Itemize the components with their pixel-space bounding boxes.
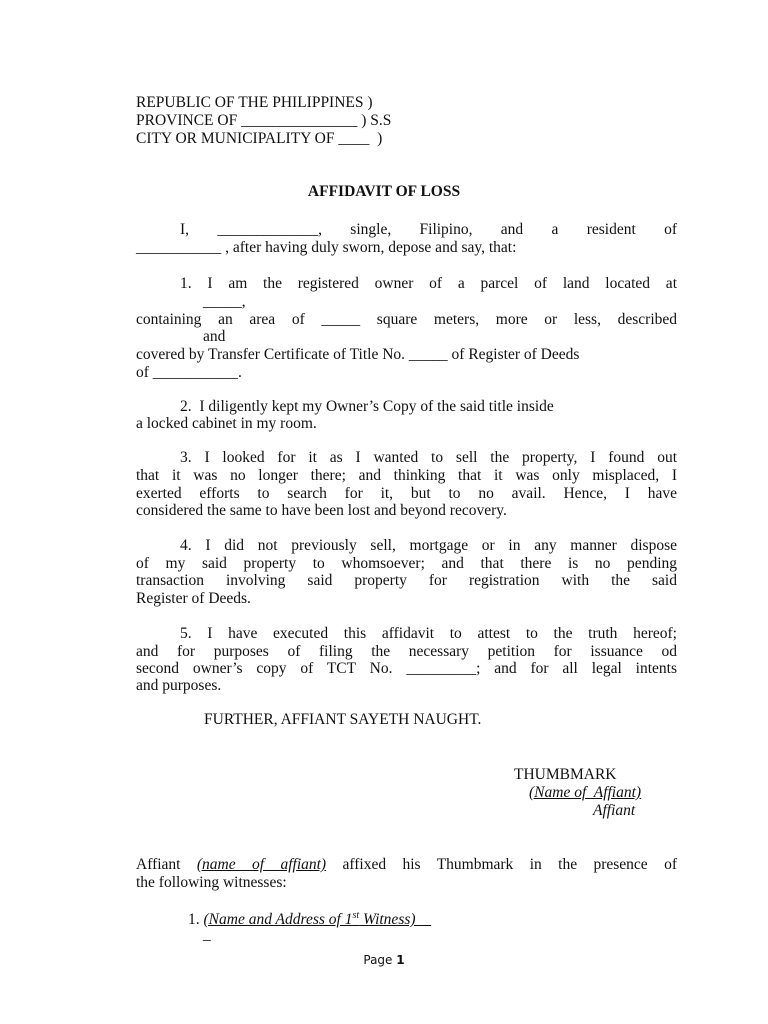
para5-line-1: 5. I have executed this affidavit to attest to the truth hereof;: [180, 625, 677, 642]
witness-intro-line-2: the following witnesses:: [136, 874, 287, 891]
document-title: AFFIDAVIT OF LOSS: [307, 183, 461, 200]
witness-intro-suffix: affixed his Thumbmark in the presence of: [326, 856, 677, 873]
witness-1-label: [204, 911, 416, 928]
witness-1-label-b: Witness): [359, 911, 416, 928]
para4-line-3: transaction involving said property for registration with the said: [136, 572, 677, 589]
page-label: Page: [363, 953, 397, 967]
para1-line-3: containing an area of _____ square meters, more or less, described: [136, 311, 677, 328]
intro-line-1: I, _____________, single, Filipino, and a resident of: [180, 221, 677, 238]
para2-line-2: a locked cabinet in my room.: [136, 415, 317, 432]
further-statement: FURTHER, AFFIANT SAYETH NAUGHT.: [204, 711, 482, 728]
para3-line-4: considered the same to have been lost and beyond recovery.: [136, 502, 507, 519]
intro-line-2: ___________ , after having duly sworn, depose and say, that:: [136, 239, 517, 256]
witness-1-number: 1.: [188, 911, 204, 928]
para3-line-1: 3. I looked for it as I wanted to sell the property, I found out: [180, 449, 677, 466]
para5-line-3: second owner’s copy of TCT No. _________; and for all legal intents: [136, 660, 677, 677]
witness-intro-prefix: Affiant: [136, 856, 197, 873]
para4-line-2: of my said property to whomsoever; and that there is no pending: [136, 555, 677, 572]
para4-line-1: 4. I did not previously sell, mortgage or in any manner dispose: [180, 537, 677, 554]
witness-1-entry: [188, 911, 431, 929]
page-footer: [0, 953, 768, 967]
witness-1-label-a: (Name and Address of 1: [203, 911, 353, 928]
para1-line-4: and: [203, 328, 226, 345]
para1-line-2: _____,: [203, 293, 246, 310]
para1-line-5: covered by Transfer Certificate of Title No. _____ of Register of Deeds: [136, 346, 580, 363]
witness-1-trailing-blank: __: [415, 911, 432, 928]
para3-line-3: exerted efforts to search for it, but to no avail. Hence, I have: [136, 485, 677, 502]
para1-line-6: of ___________.: [136, 364, 242, 381]
affiant-name-placeholder: (Name of Affiant): [529, 784, 642, 801]
affiant-role: Affiant: [593, 802, 636, 819]
witness-1-ordinal: st: [352, 909, 360, 921]
header-city: CITY OR MUNICIPALITY OF ____ ): [136, 130, 383, 147]
para1-line-1: 1. I am the registered owner of a parcel of land located at: [180, 275, 677, 292]
para5-line-4: and purposes.: [136, 677, 222, 694]
header-province: PROVINCE OF _______________ ) S.S: [136, 112, 392, 129]
header-republic: REPUBLIC OF THE PHILIPPINES ): [136, 94, 373, 111]
para2-line-1: 2. I diligently kept my Owner’s Copy of the said title inside: [180, 398, 554, 415]
para4-line-4: Register of Deeds.: [136, 590, 251, 607]
thumbmark-label: THUMBMARK: [514, 766, 617, 783]
para3-line-2: that it was no longer there; and thinking that it was only misplaced, I: [136, 467, 677, 484]
witness-1-underline: _: [203, 926, 211, 943]
page-number: 1: [396, 953, 405, 967]
witness-intro-line-1: [136, 856, 677, 874]
witness-intro-affiant-name: (name of affiant): [196, 856, 327, 873]
para5-line-2: and for purposes of filing the necessary petition for issuance od: [136, 643, 677, 660]
